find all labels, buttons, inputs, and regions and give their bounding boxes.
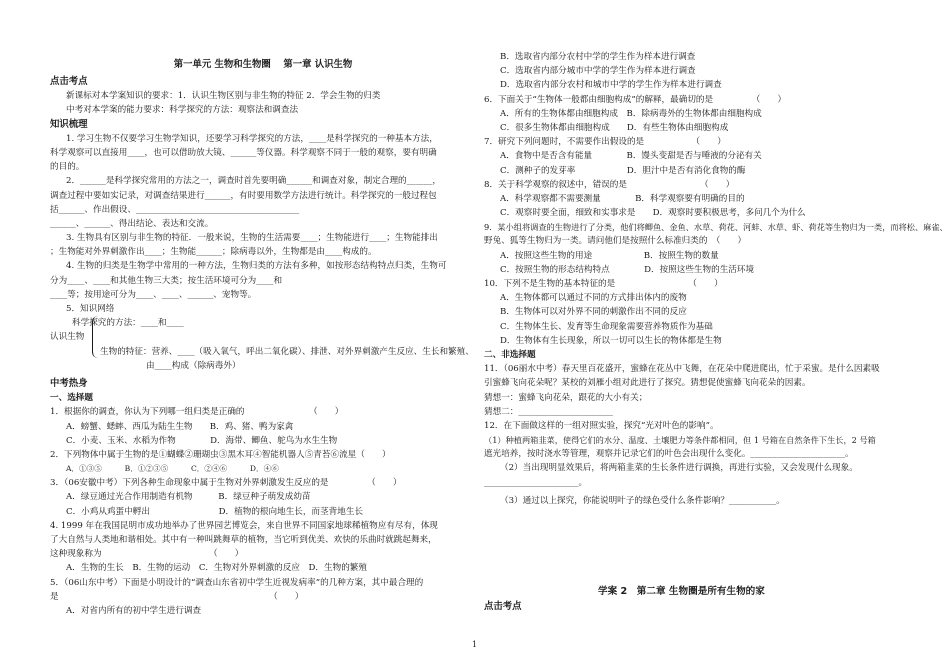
question-9: 9．某小组将调查的生物进行了分类，他们将鲫鱼、金鱼、水草、荷花、河蚌、水草、虾、荷花等生物归为一类，而将松、麻雀、 <box>484 222 948 233</box>
text-line: 中考对本学案的能力要求：科学探究的方法：观察法和调查法 <box>66 105 299 116</box>
knowledge-net-method: 科学探究的方法：____和____ <box>72 318 184 329</box>
question-11: 11．（06丽水中考）春天里百花盛开，蜜蜂在花丛中飞舞，在花朵中爬进爬出，忙于采蜜。是什么因素吸 <box>484 364 880 375</box>
text-line: 调查过程中要如实记录，对调查结果进行______，有时要用数学方法进行统计。科学探究的一般过程包 <box>50 190 437 201</box>
left-column <box>50 58 476 618</box>
text-line: （1）种植两箱韭菜，使得它们的水分、温度、土壤肥力等条件都相同，但 1 号箱在自然条件下生长，2 号箱 <box>484 435 876 446</box>
option-line: A．螃蟹、蟋蟀、西瓜为陆生生物 B．鸡、猪、鸭为家禽 <box>66 421 294 432</box>
option-line: A．生物体都可以通过不同的方式排出体内的废物 <box>500 293 687 304</box>
right-column <box>484 50 948 508</box>
text-line: 分为____、____和其他生物三大类；按生活环境可分为____和 <box>50 275 283 286</box>
question-1: 1．根据你的调查，你认为下列哪一组归类是正确的 （ ） <box>50 407 344 418</box>
text-line: （3）通过以上探究，你能说明叶子的绿色受什么条件影响？___________。 <box>500 495 785 506</box>
text-line: 遮光培养，按时浇水等管理，观察并记录它们的叶色会出现什么变化。______________________。 <box>484 449 854 460</box>
text-line: 了大自然与人类地和谐相处。其中有一种叫跳舞草的植物，当它听到优美、欢快的乐曲时就跳起舞来， <box>50 535 437 545</box>
option-line: A．所有的生物体都由细胞构成 B．除病毒外的生物体都由细胞构成 <box>500 108 762 119</box>
text-line: ____等；按用途可分为____、____、______、宠物等。 <box>50 289 257 300</box>
option-line: A．对省内所有的初中学生进行调查 <box>66 605 202 616</box>
question-2: 2．下列物体中属于生物的是①蝴蝶②珊瑚虫③黑木耳④智能机器人⑤青苔⑥流星（ ） <box>50 449 391 460</box>
option-line: C．小麦、玉米、水稻为作物 D．海带、鲫鱼、鸵鸟为水生生物 <box>66 435 338 446</box>
option-line: D．生物体有生长现象，所以一切可以生长的物体都是生物 <box>500 335 722 346</box>
text-line: 1. 学习生物不仅要学习生物学知识，还要学习科学探究的方法，____是科学探究的一种基本方法， <box>66 133 438 144</box>
question-6: 6．下面关于“生物体一般都由细胞构成”的解释，最确切的是 （ ） <box>484 94 787 105</box>
option-line: C．观察时要全面，细致和实事求是 D．观察时要积极思考，多问几个为什么 <box>500 208 806 219</box>
knowledge-net-title: 5．知识网络 <box>66 304 115 314</box>
question-12: 12．在下面做这样的一组对照实验，探究“光对叶色的影响”。 <box>484 420 719 431</box>
option-line: A．生物的生长 B．生物的运动 C．生物对外界刺激的反应 D．生物的繁殖 <box>66 563 367 574</box>
text-line: 科学观察可以直接用____，也可以借助放大镜、______等仪器。科学观察不同于一般的观察，要有明确 <box>50 147 437 158</box>
section-heading-zs: 知识梳理 <box>50 118 88 130</box>
brace-icon <box>92 316 101 358</box>
option-line: A．按照这些生物的用途 B．按照生物的数量 <box>500 250 719 261</box>
option-line: A．①③⑤ B．①②③⑤ C．②④⑥ D．④⑥ <box>66 464 279 474</box>
option-line: B．生物体可以对外界不同的刺激作出不同的反应 <box>500 307 687 318</box>
section-heading-zk: 中考热身 <box>50 377 88 389</box>
option-line: C．选取省内部分城市中学的学生作为样本进行调查 <box>500 66 696 77</box>
option-line: C．小鸡从鸡蛋中孵出 D．植物的根向地生长，而茎背地生长 <box>66 506 364 517</box>
option-line: A．食物中是否含有能量 B．馒头变甜是否与唾液的分泌有关 <box>500 151 762 162</box>
text-line: 引蜜蜂飞向花朵呢？某校的刘雁小组对此进行了探究。猜想促使蜜蜂飞向花朵的因素。 <box>484 378 811 389</box>
question-7: 7．研究下列问题时，不需要作出假设的是 （ ） <box>484 137 726 148</box>
text-line: （2）当出现明显效果后，将两箱韭菜的生长条件进行调换，再进行实验，又会发现什么现象。 <box>500 463 858 474</box>
next-unit-title: 学案 2 第二章 生物圈是所有生物的家 <box>598 586 765 597</box>
question-8: 8．关于科学观察的叙述中，错误的是 （ ） <box>484 179 735 190</box>
text-line: 猜想一：蜜蜂飞向花朵，跟花的大小有关； <box>484 392 648 403</box>
knowledge-net-feature: 由____构成（除病毒外） <box>146 360 241 371</box>
option-line: D．选取省内部分农村和城市中学的学生作为样本进行调查 <box>500 80 722 91</box>
subsection-heading-mc: 一、选择题 <box>50 393 93 404</box>
text-line: 新课标对本学案知识的要求：1．认识生物区别与非生物的特征 2．学会生物的归类 <box>66 91 381 102</box>
question-3: 3．（06安徽中考）下列各种生命现象中属于生物对外界刺激发生反应的是 （ ） <box>50 478 402 489</box>
knowledge-net-root: 认识生物 <box>50 332 85 343</box>
section-heading-kd: 点击考点 <box>50 76 88 87</box>
option-line: A．科学观察都不需要测量 B．科学观察要有明确的目的 <box>500 193 745 204</box>
knowledge-net-feature: 生物的特征：营养、____（吸入氧气，呼出二氧化碳）、排泄、对外界刺激产生反应、生长和繁殖、 <box>100 346 474 357</box>
option-line: A．绿豆通过光合作用制造有机物 B．绿豆种子萌发成幼苗 <box>66 492 311 503</box>
text-line: 野兔、狐等生物归为一类。请问他们是按照什么标准归类的 （ ） <box>484 236 747 247</box>
text-line: 2．______是科学探究常用的方法之一，调查时首先要明确______和调查对象，制定合理的______， <box>66 176 442 187</box>
text-line: ______、______、得出结论、表达和交流。 <box>50 218 214 229</box>
option-line: C．很多生物体都由细胞构成 D．有些生物体由细胞构成 <box>500 122 729 133</box>
page-number: 1 <box>472 640 478 649</box>
option-line: C．测种子的发芽率 D．胆汁中是否有消化食物的酶 <box>500 165 746 176</box>
knowledge-net-main <box>50 330 476 344</box>
option-line: C．按照生物的形态结构特点 D．按照这些生物的生活环境 <box>500 264 755 275</box>
text-line: ______________________。 <box>484 477 588 488</box>
text-line: 括______、作出假设、______________________________________ <box>50 204 300 215</box>
question-5: 5．（06山东中考）下面是小明设计的“调查山东省初中学生近视发病率”的几种方案，其中最合理的 <box>50 577 424 588</box>
next-section-heading: 点击考点 <box>484 601 522 612</box>
unit-title: 第一单元 生物和生物圈 第一章 认识生物 <box>173 59 353 70</box>
text-line: ；生物能对外界刺激作出____；生物能______；除病毒以外，生物都是由____构成的。 <box>50 247 377 258</box>
subsection-heading-nc: 二、非选择题 <box>484 349 536 360</box>
text-line: 是 （ ） <box>50 591 304 602</box>
question-4: 4. 1999 年在我国昆明市成功地举办了世界园艺博览会，来自世界不同国家地球稀植物应有尽有，体现 <box>50 520 438 531</box>
text-line: 猜想二：______________________ <box>484 406 613 417</box>
text-line: 这种现象称为 （ ） <box>50 549 244 560</box>
question-10: 10．下列不是生物的基本特征的是 （ ） <box>484 279 723 289</box>
text-line: 的目的。 <box>50 162 85 173</box>
option-line: B．选取省内部分农村中学的学生作为样本进行调查 <box>500 52 696 62</box>
option-line: C．生物体生长、发育等生命现象需要营养物质作为基础 <box>500 321 713 332</box>
text-line: 4. 生物的归类是生物学中常用的一种方法，生物归类的方法有多种，如按形态结构特点归类，生物可 <box>66 261 447 272</box>
text-line: 3. 生物具有区别与非生物的特征．一般来说，生物的生活需要____；生物能进行____；生物能排出 <box>66 233 438 244</box>
